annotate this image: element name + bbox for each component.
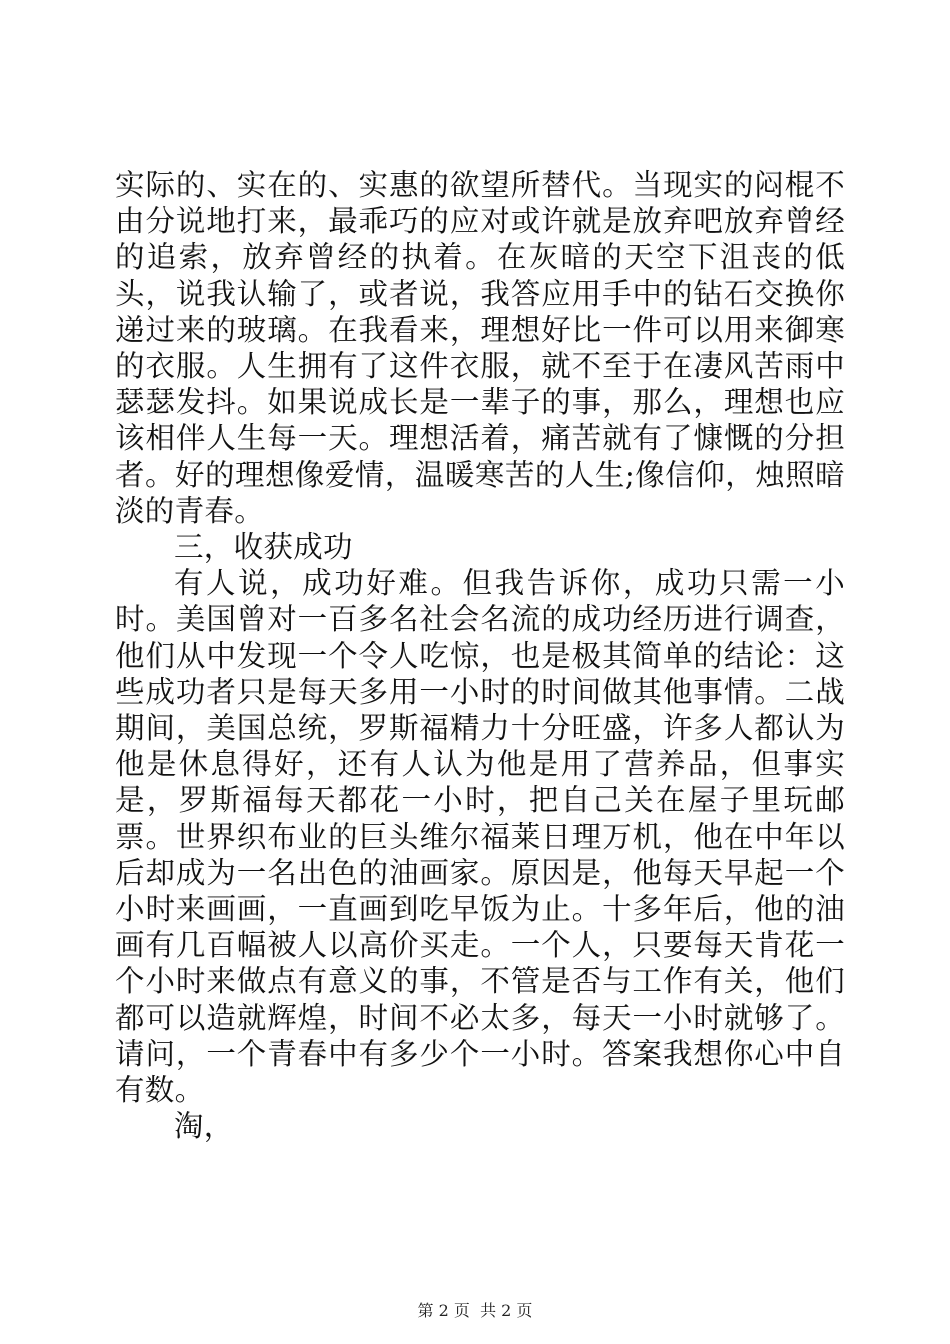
page-number-label: 第 2 页 共 2 页 <box>417 1301 533 1320</box>
paragraph-fragment: 淘， <box>174 1109 234 1144</box>
paragraph-ideal: 实际的、实在的、实惠的欲望所替代。当现实的闷棍不由分说地打来，最乖巧的应对或许就是放弃吧放弃曾经的追索，放弃曾经的执着。在灰暗的天空下沮丧的低头，说我认输了，或者说，我答应用手中的钻石交换你递过来的玻璃。在我看来，理想好比一件可以用来御寒的衣服。人生拥有了这件衣服，就不至于在凄风苦雨中瑟瑟发抖。如果说成长是一辈子的事，那么，理想也应该相伴人生每一天。理想活着，痛苦就有了慷慨的分担者。好的理想像爱情，温暖寒苦的人生;像信仰，烛照暗淡的青春。 <box>115 168 845 528</box>
paragraph-success: 有人说，成功好难。但我告诉你，成功只需一小时。美国曾对一百多名社会名流的成功经历进行调查，他们从中发现一个令人吃惊，也是极其简单的结论：这些成功者只是每天多用一小时的时间做其他事情。二战期间，美国总统，罗斯福精力十分旺盛，许多人都认为他是休息得好，还有人认为他是用了营养品，但事实是，罗斯福每天都花一小时，把自己关在屋子里玩邮票。世界织布业的巨头维尔福莱日理万机，他在中年以后却成为一名出色的油画家。原因是，他每天早起一个小时来画画，一直画到吃早饭为止。十多年后，他的油画有几百幅被人以高价买走。一个人，只要每天肯花一个小时来做点有意义的事，不管是否与工作有关，他们都可以造就辉煌，时间不必太多，每天一小时就够了。请问，一个青春中有多少个一小时。答案我想你心中自有数。 <box>115 566 845 1108</box>
page-footer <box>0 1301 950 1321</box>
document-body <box>115 167 845 1144</box>
section-heading-success: 三，收获成功 <box>174 530 353 565</box>
